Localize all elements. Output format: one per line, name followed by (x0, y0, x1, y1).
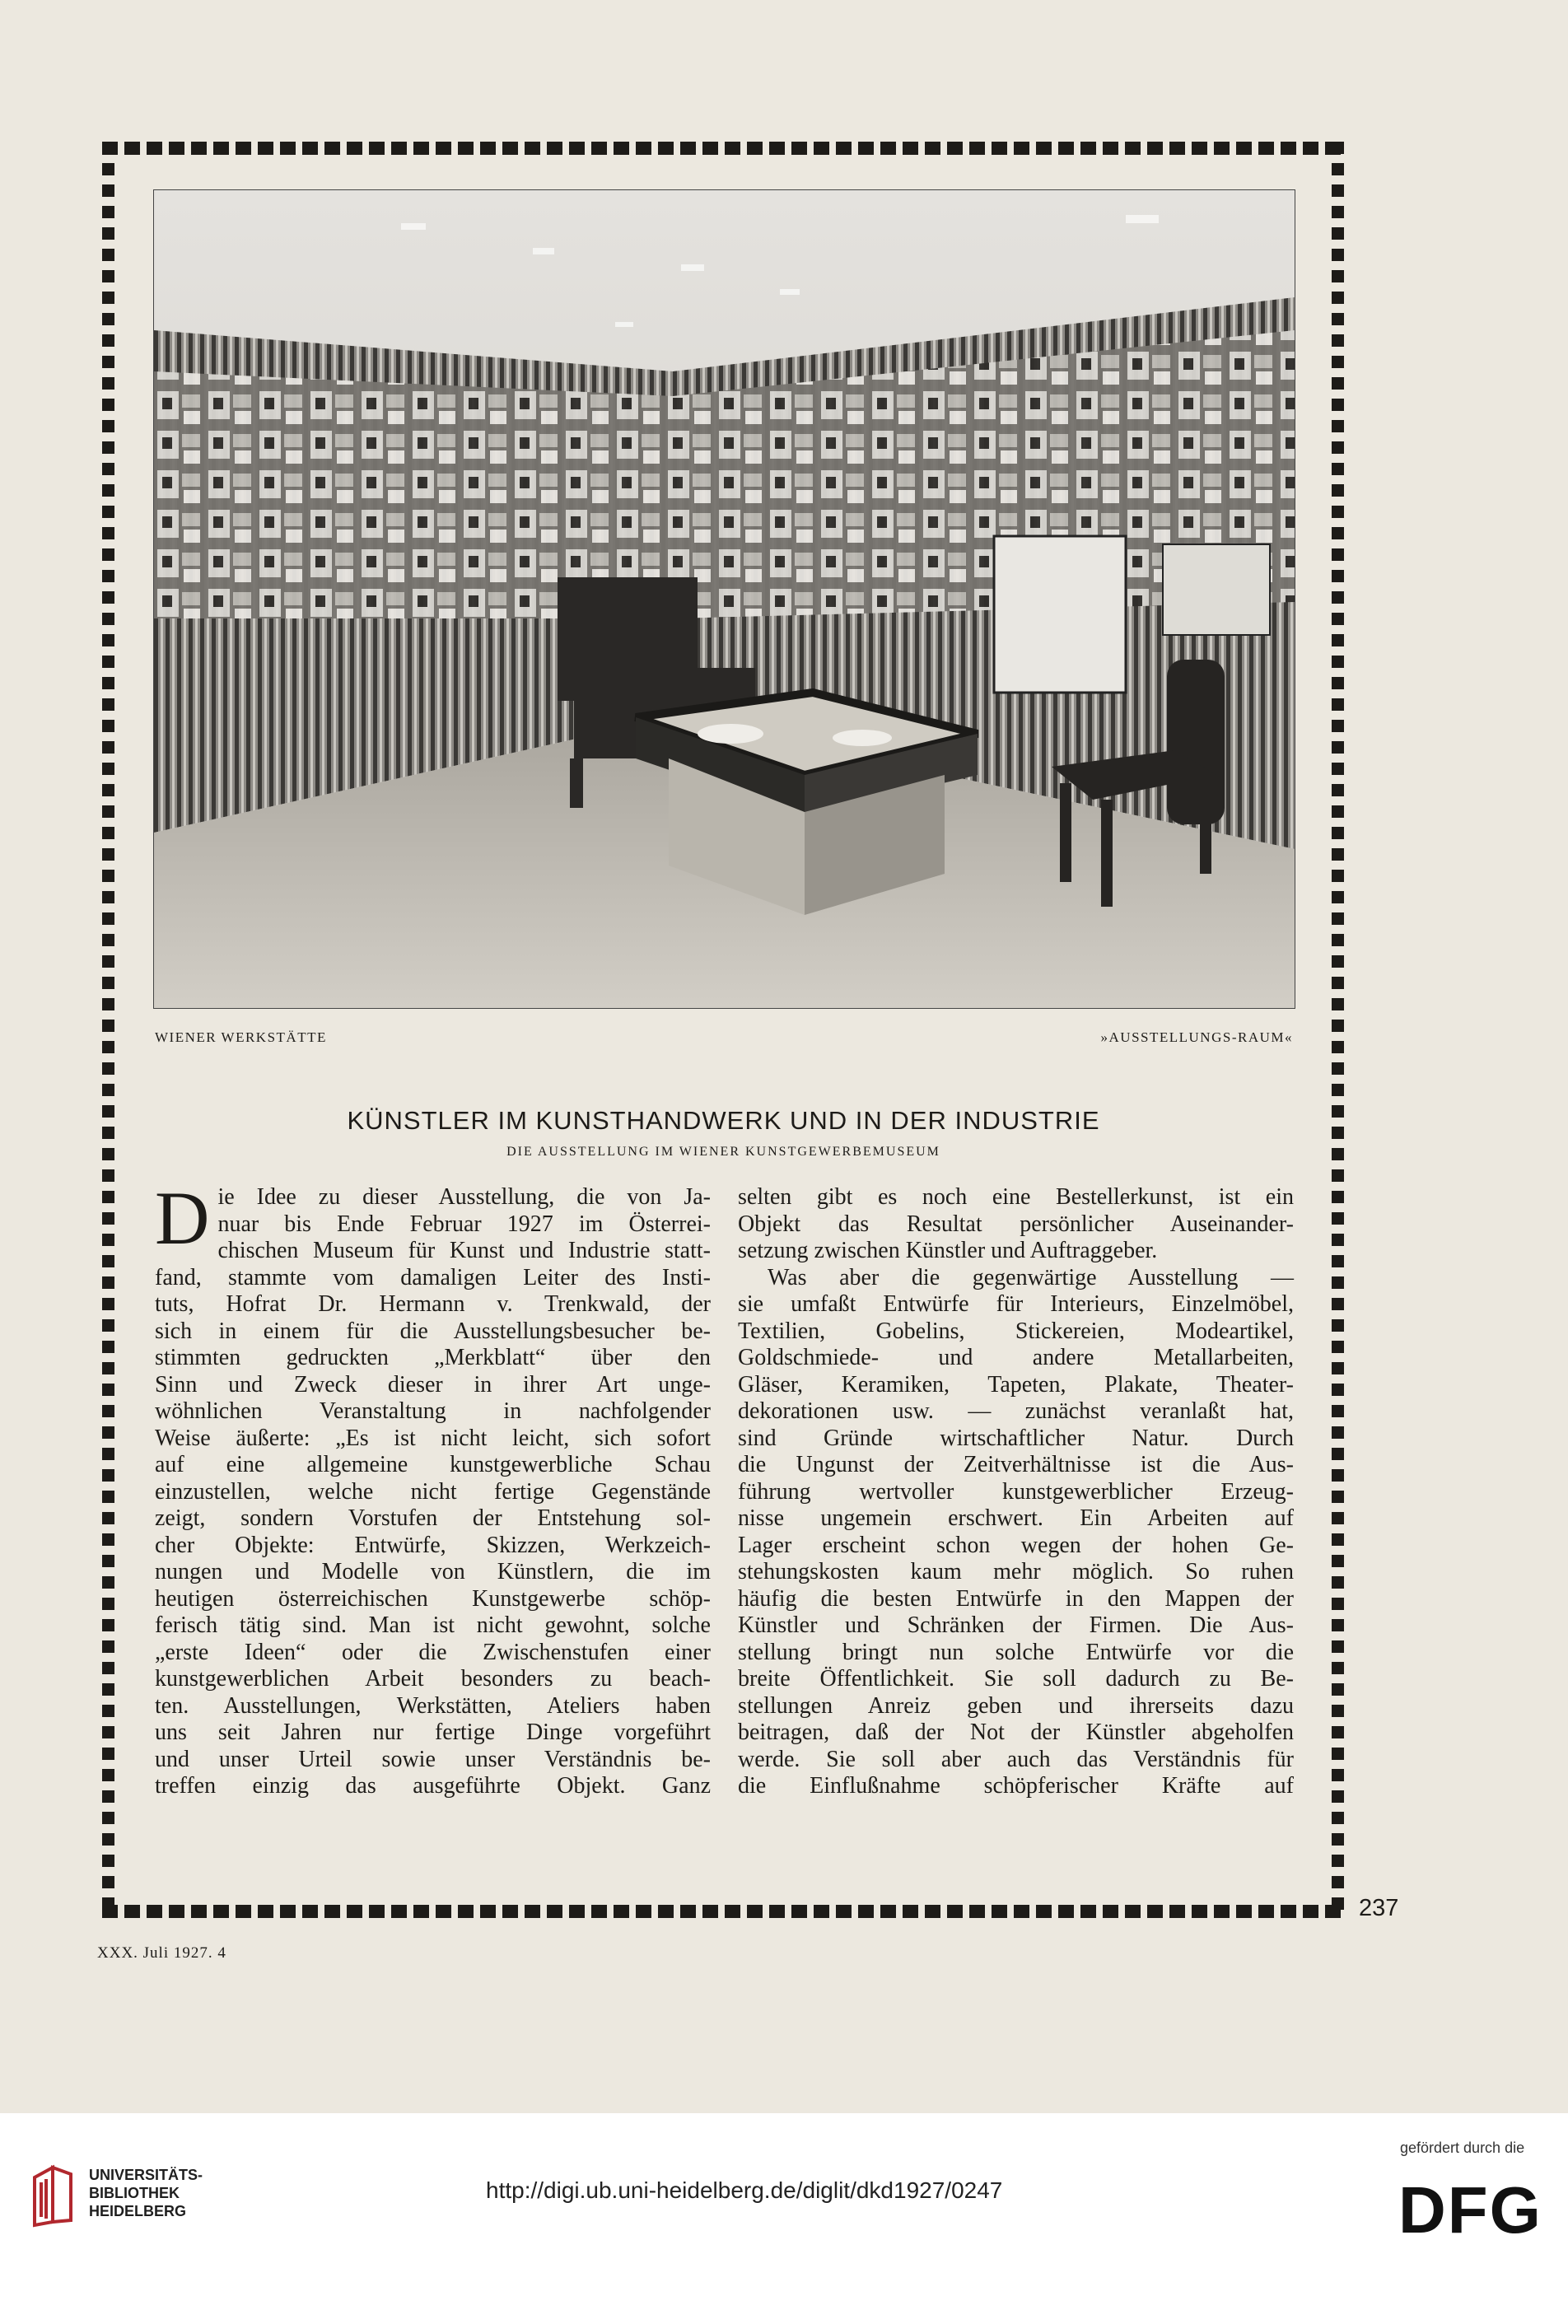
library-name[interactable] (89, 2166, 203, 2220)
text-line: stehungskosten kaum mehr möglich. So ruhen (738, 1559, 1294, 1584)
text-line: sich in einem für die Ausstellungsbesucher be- (155, 1318, 711, 1344)
article-column-left (155, 1176, 711, 1800)
text-line: dekorationen usw. — zunächst veranlaßt hat, (738, 1398, 1294, 1424)
article-heading: KÜNSTLER IM KUNSTHANDWERK UND IN DER INDUSTRIE (347, 1106, 1100, 1135)
text-line: kunstgewerblichen Arbeit besonders zu beach- (155, 1666, 711, 1692)
library-name-line: BIBLIOTHEK (89, 2185, 180, 2201)
text-line: auf eine allgemeine kunstgewerbliche Schau (155, 1452, 711, 1477)
text-line: nuar bis Ende Februar 1927 im Österrei- (217, 1211, 711, 1237)
text-line: Künstler und Schränken der Firmen. Die Aus- (738, 1612, 1294, 1638)
text-line: werde. Sie soll aber auch das Verständnis für (738, 1746, 1294, 1772)
text-line: beitragen, daß der Not der Künstler abgeholfen (738, 1720, 1294, 1745)
text-line: und unser Urteil sowie unser Verständnis be- (155, 1746, 711, 1772)
text-line: setzung zwischen Künstler und Auftraggeber. (738, 1238, 1158, 1263)
text-line: nisse ungemein erschwert. Ein Arbeiten auf (738, 1505, 1294, 1531)
text-line: „erste Ideen“ oder die Zwischenstufen einer (155, 1639, 711, 1665)
text-line: stellung bringt nun solche Entwürfe vor die (738, 1639, 1294, 1665)
text-line: stellungen Anreiz geben und ihrerseits dazu (738, 1692, 1294, 1719)
text-line: Lager erscheint schon wegen der hohen Ge- (738, 1532, 1294, 1558)
text-line: heutigen österreichischen Kunstgewerbe schöp- (155, 1585, 711, 1612)
text-line: ten. Ausstellungen, Werkstätten, Ateliers haben (155, 1692, 711, 1719)
text-line: wöhnlichen Veranstaltung in nachfolgender (155, 1398, 711, 1424)
library-name-line: HEIDELBERG (89, 2203, 187, 2219)
text-line: cher Objekte: Entwürfe, Skizzen, Werkzeich- (155, 1532, 711, 1558)
text-line: ie Idee zu dieser Ausstellung, die von Ja- (217, 1184, 711, 1210)
text-line: chischen Museum für Kunst und Industrie statt- (217, 1238, 711, 1263)
issue-line: XXX. Juli 1927. 4 (97, 1944, 226, 1962)
text-line: Textilien, Gobelins, Stickereien, Modeartikel, (738, 1318, 1294, 1344)
frame-border-left (102, 142, 114, 1918)
text-line: Objekt das Resultat persönlicher Auseinander- (738, 1211, 1294, 1237)
text-line: selten gibt es noch eine Bestellerkunst, ist ein (738, 1184, 1294, 1210)
funded-by-text: gefördert durch die (1400, 2140, 1525, 2156)
text-line: Was aber die gegenwärtige Ausstellung — (768, 1264, 1294, 1290)
text-line: Sinn und Zweck dieser in ihrer Art unge- (155, 1371, 711, 1398)
page-number: 237 (1359, 1895, 1399, 1921)
text-line: nungen und Modelle von Künstlern, die im (155, 1559, 711, 1584)
text-line: Gläser, Keramiken, Tapeten, Plakate, Theater- (738, 1371, 1294, 1398)
text-line: uns seit Jahren nur fertige Dinge vorgeführt (155, 1720, 711, 1745)
photo-caption-right: »AUSSTELLUNGS-RAUM« (1100, 1029, 1293, 1045)
text-line: Weise äußerte: „Es ist nicht leicht, sich sofort (155, 1425, 711, 1451)
text-line: stimmten gedruckten „Merkblatt“ über den (155, 1345, 711, 1370)
digitization-footer (0, 2113, 1568, 2324)
frame-border-bottom (102, 1905, 1344, 1918)
text-line: ferisch tätig sind. Man ist nicht gewohnt, solche (155, 1612, 711, 1638)
text-line: häufig die besten Entwürfe in den Mappen der (738, 1585, 1294, 1612)
frame-border-top (102, 142, 1344, 155)
text-line: breite Öffentlichkeit. Sie soll dadurch zu Be- (738, 1666, 1294, 1692)
text-line: tuts, Hofrat Dr. Hermann v. Trenkwald, der (155, 1291, 711, 1317)
text-line: zeigt, sondern Vorstufen der Entstehung sol- (155, 1505, 711, 1531)
library-name-line: UNIVERSITÄTS- (89, 2167, 203, 2183)
text-line: die Ungunst der Zeitverhältnisse ist die Aus- (738, 1452, 1294, 1477)
library-logo-icon[interactable] (30, 2163, 79, 2233)
text-line: die Einflußnahme schöpferischer Kräfte auf (738, 1773, 1294, 1799)
photo-caption-left: WIENER WERKSTÄTTE (155, 1029, 327, 1045)
permalink-url[interactable]: http://digi.ub.uni-heidelberg.de/diglit/dkd1927/0247 (486, 2177, 1003, 2203)
article-column-right (738, 1184, 1294, 1800)
text-line: führung wertvoller kunstgewerblicher Erzeug- (738, 1478, 1294, 1505)
text-line: sind Gründe wirtschaftlicher Natur. Durch (738, 1425, 1294, 1451)
dfg-logo[interactable]: DFG (1398, 2173, 1542, 2247)
drop-cap: D (155, 1176, 210, 1260)
text-line: einzustellen, welche nicht fertige Gegenstände (155, 1478, 711, 1505)
text-line: sie umfaßt Entwürfe für Interieurs, Einzelmöbel, (738, 1291, 1294, 1317)
exhibition-room-photo (153, 189, 1295, 1009)
text-line: fand, stammte vom damaligen Leiter des Insti- (155, 1264, 711, 1290)
frame-border-right (1332, 142, 1344, 1918)
text-line: treffen einzig das ausgeführte Objekt. Ganz (155, 1773, 711, 1799)
article-subheading: DIE AUSSTELLUNG IM WIENER KUNSTGEWERBEMUSEUM (506, 1145, 940, 1159)
text-line: Goldschmiede- und andere Metallarbeiten, (738, 1345, 1294, 1370)
